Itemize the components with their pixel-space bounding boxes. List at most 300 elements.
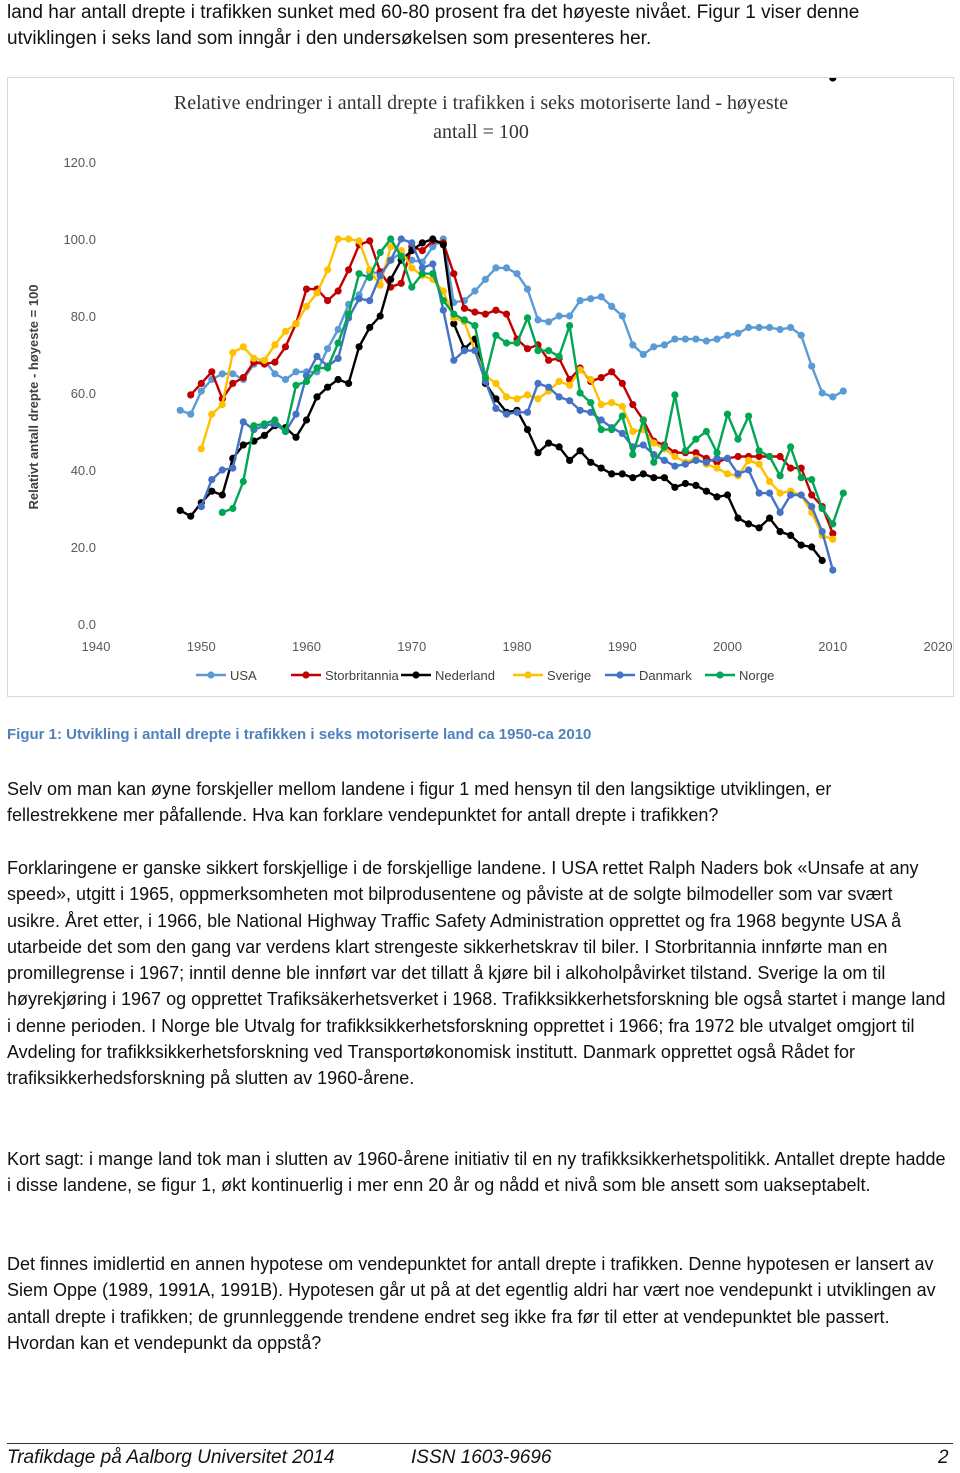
data-point — [671, 391, 678, 398]
data-point — [482, 374, 489, 381]
data-point — [724, 455, 731, 462]
data-point — [766, 453, 773, 460]
data-point — [756, 324, 763, 331]
y-axis-ticks — [63, 155, 96, 632]
data-point — [513, 409, 520, 416]
data-point — [545, 318, 552, 325]
chart-title — [174, 92, 788, 143]
data-point — [819, 505, 826, 512]
data-point — [534, 347, 541, 354]
x-tick-label: 1990 — [607, 639, 637, 654]
data-point — [787, 324, 794, 331]
data-point — [387, 257, 394, 264]
data-point — [461, 347, 468, 354]
legend-swatch-marker — [616, 671, 623, 678]
data-point — [556, 393, 563, 400]
data-point — [335, 326, 342, 333]
data-point — [292, 320, 299, 327]
data-point — [524, 286, 531, 293]
data-point — [524, 391, 531, 398]
legend-swatch-marker — [716, 671, 723, 678]
line-chart — [8, 78, 953, 696]
x-tick-label: 2000 — [713, 639, 742, 654]
x-tick-label: 1950 — [186, 639, 216, 654]
data-point — [503, 393, 510, 400]
data-point — [198, 445, 205, 452]
data-point — [808, 476, 815, 483]
data-point — [492, 380, 499, 387]
chart-title-line: Relative endringer i antall drepte i trafikken i seks motoriserte land - høyeste — [173, 92, 789, 114]
data-point — [798, 474, 805, 481]
data-point — [250, 422, 257, 429]
data-point — [177, 407, 184, 414]
data-point — [766, 515, 773, 522]
data-point — [640, 416, 647, 423]
legend-label: Nederland — [435, 668, 495, 683]
data-point — [819, 528, 826, 535]
data-point — [787, 491, 794, 498]
data-point — [587, 459, 594, 466]
data-point — [471, 309, 478, 316]
data-point — [324, 297, 331, 304]
data-point — [503, 264, 510, 271]
data-point — [598, 293, 605, 300]
data-point — [503, 411, 510, 418]
x-tick-label: 2010 — [818, 639, 848, 654]
data-point — [598, 374, 605, 381]
data-point — [229, 465, 236, 472]
data-point — [777, 528, 784, 535]
series-line — [191, 241, 833, 534]
data-point — [324, 345, 331, 352]
data-point — [566, 397, 573, 404]
data-point — [377, 272, 384, 279]
data-point — [419, 270, 426, 277]
data-point — [566, 322, 573, 329]
x-tick-label: 1980 — [502, 639, 532, 654]
data-point — [282, 328, 289, 335]
data-point — [587, 399, 594, 406]
figure-caption: Figur 1: Utvikling i antall drepte i trafikken i seks motoriserte land ca 1950-ca 2010 — [7, 726, 592, 743]
data-point — [577, 389, 584, 396]
data-point — [303, 416, 310, 423]
data-point — [671, 336, 678, 343]
footer-rule — [7, 1443, 953, 1444]
data-point — [408, 264, 415, 271]
data-point — [619, 403, 626, 410]
data-point — [745, 466, 752, 473]
data-point — [745, 457, 752, 464]
data-point — [534, 316, 541, 323]
data-point — [724, 470, 731, 477]
data-point — [292, 411, 299, 418]
chart-figure — [7, 77, 954, 697]
x-tick-label: 2020 — [923, 639, 953, 654]
data-point — [292, 368, 299, 375]
data-point — [313, 364, 320, 371]
data-point — [777, 472, 784, 479]
series-sverige — [198, 235, 837, 543]
data-point — [471, 287, 478, 294]
legend-item — [605, 668, 692, 683]
data-point — [703, 428, 710, 435]
data-point — [471, 347, 478, 354]
data-point — [766, 324, 773, 331]
data-point — [587, 295, 594, 302]
data-point — [261, 357, 268, 364]
data-point — [787, 465, 794, 472]
legend-label: Norge — [739, 668, 775, 683]
data-point — [208, 411, 215, 418]
data-point — [566, 312, 573, 319]
legend-swatch-marker — [207, 671, 214, 678]
data-point — [534, 395, 541, 402]
data-point — [629, 341, 636, 348]
data-point — [608, 303, 615, 310]
data-point — [598, 401, 605, 408]
data-point — [503, 311, 510, 318]
data-point — [713, 493, 720, 500]
data-point — [324, 364, 331, 371]
data-point — [808, 543, 815, 550]
data-point — [261, 420, 268, 427]
data-point — [335, 235, 342, 242]
data-point — [598, 465, 605, 472]
data-point — [734, 515, 741, 522]
body-paragraph-4: Det finnes imidlertid en annen hypotese om vendepunktet for antall drepte i trafikken. Denne hypotesen er lansert av Siem Oppe (1989, 1991A, 1991B). Hypotesen går ut på at det egentlig aldri har vært noe vendepunkt i utviklingen av antall drepte i trafikken; de grunnleggende trendene endret seg ikke fra før til etter at vendepunktet ble passert. Hvordan kan et vendepunkt da oppstå? — [7, 1254, 936, 1353]
data-point — [303, 286, 310, 293]
data-point — [829, 536, 836, 543]
data-point — [692, 482, 699, 489]
data-point — [240, 441, 247, 448]
series-danmark — [198, 235, 837, 573]
data-point — [724, 411, 731, 418]
data-point — [240, 418, 247, 425]
data-point — [734, 330, 741, 337]
data-point — [577, 407, 584, 414]
data-point — [345, 311, 352, 318]
data-point — [513, 395, 520, 402]
data-point — [840, 388, 847, 395]
legend-label: Danmark — [639, 668, 692, 683]
data-point — [766, 478, 773, 485]
body-paragraph-3: Kort sagt: i mange land tok man i slutten av 1960-årene initiativ til en ny trafikksikkerhetspolitikk. Antallet drepte hadde i disse landene, se figur 1, økt kontinuerlig i mer enn 20 år og nådd et nivå som ble ansett som uakseptabelt. — [7, 1149, 946, 1196]
data-point — [619, 470, 626, 477]
data-point — [819, 389, 826, 396]
data-point — [440, 241, 447, 248]
legend-item — [291, 668, 399, 683]
data-point — [408, 284, 415, 291]
data-point — [271, 359, 278, 366]
data-point — [324, 266, 331, 273]
data-point — [829, 520, 836, 527]
chart-legend — [196, 668, 774, 683]
y-tick-label: 20.0 — [70, 540, 96, 555]
data-point — [545, 347, 552, 354]
data-point — [345, 235, 352, 242]
data-point — [703, 488, 710, 495]
data-point — [324, 384, 331, 391]
data-point — [650, 440, 657, 447]
legend-item — [513, 668, 591, 683]
data-point — [240, 343, 247, 350]
data-point — [356, 295, 363, 302]
data-point — [240, 478, 247, 485]
data-point — [671, 453, 678, 460]
data-point — [766, 490, 773, 497]
data-point — [682, 461, 689, 468]
data-point — [187, 411, 194, 418]
data-point — [271, 341, 278, 348]
data-point — [229, 380, 236, 387]
data-point — [219, 466, 226, 473]
data-point — [777, 326, 784, 333]
data-point — [798, 542, 805, 549]
data-point — [671, 463, 678, 470]
series-line — [222, 239, 843, 524]
data-point — [366, 274, 373, 281]
data-point — [313, 353, 320, 360]
data-point — [682, 480, 689, 487]
data-point — [713, 449, 720, 456]
legend-item — [705, 668, 774, 683]
data-point — [419, 239, 426, 246]
data-point — [335, 339, 342, 346]
data-point — [503, 339, 510, 346]
data-point — [440, 297, 447, 304]
data-point — [629, 451, 636, 458]
data-point — [756, 490, 763, 497]
data-point — [682, 447, 689, 454]
data-point — [619, 380, 626, 387]
data-point — [271, 416, 278, 423]
data-point — [745, 413, 752, 420]
data-point — [661, 474, 668, 481]
data-point — [598, 426, 605, 433]
legend-swatch-marker — [302, 671, 309, 678]
data-point — [724, 332, 731, 339]
series-storbritannia — [187, 237, 836, 537]
data-point — [282, 376, 289, 383]
footer-page-number: 2 — [938, 1447, 949, 1468]
data-point — [682, 336, 689, 343]
data-point — [640, 441, 647, 448]
legend-label: USA — [230, 668, 257, 683]
data-point — [608, 470, 615, 477]
data-point — [756, 524, 763, 531]
data-point — [608, 426, 615, 433]
data-point — [345, 266, 352, 273]
data-point — [513, 339, 520, 346]
data-point — [692, 336, 699, 343]
data-point — [229, 505, 236, 512]
data-point — [377, 312, 384, 319]
data-point — [619, 413, 626, 420]
data-point — [356, 343, 363, 350]
data-point — [335, 376, 342, 383]
data-point — [366, 297, 373, 304]
data-point — [566, 457, 573, 464]
data-point — [219, 491, 226, 498]
footer-issn: ISSN 1603-9696 — [411, 1447, 552, 1468]
intro-paragraph: land har antall drepte i trafikken sunket med 60-80 prosent fra det høyeste nivået. Figur 1 viser denne utviklingen i seks land som inngår i den undersøkelsen som presenteres her. — [7, 2, 860, 49]
series-line — [180, 239, 822, 561]
data-point — [398, 280, 405, 287]
data-point — [661, 457, 668, 464]
data-point — [534, 449, 541, 456]
data-point — [829, 393, 836, 400]
data-point — [345, 380, 352, 387]
data-point — [777, 509, 784, 516]
data-point — [671, 484, 678, 491]
data-point — [734, 436, 741, 443]
legend-item — [196, 668, 257, 683]
data-point — [250, 355, 257, 362]
data-point — [450, 270, 457, 277]
data-point — [377, 249, 384, 256]
data-point — [387, 235, 394, 242]
data-point — [271, 370, 278, 377]
data-point — [777, 453, 784, 460]
y-axis-label: Relativt antall drepte - høyeste = 100 — [26, 284, 41, 510]
data-point — [524, 314, 531, 321]
legend-label: Sverige — [547, 668, 592, 683]
data-point — [303, 303, 310, 310]
data-point — [629, 401, 636, 408]
data-point — [229, 370, 236, 377]
data-point — [492, 264, 499, 271]
y-tick-label: 40.0 — [70, 463, 96, 478]
data-point — [219, 401, 226, 408]
data-point — [240, 374, 247, 381]
data-point — [187, 391, 194, 398]
data-point — [419, 247, 426, 254]
data-point — [313, 289, 320, 296]
data-point — [734, 470, 741, 477]
data-point — [724, 491, 731, 498]
data-point — [366, 237, 373, 244]
data-point — [356, 270, 363, 277]
legend-label: Storbritannia — [325, 668, 399, 683]
data-point — [661, 443, 668, 450]
data-point — [650, 343, 657, 350]
data-point — [629, 428, 636, 435]
data-point — [587, 376, 594, 383]
data-point — [366, 324, 373, 331]
data-point — [577, 447, 584, 454]
data-point — [471, 322, 478, 329]
data-point — [356, 237, 363, 244]
data-point — [745, 520, 752, 527]
data-point — [566, 382, 573, 389]
data-point — [556, 353, 563, 360]
data-point — [492, 307, 499, 314]
body-paragraph-1: Selv om man kan øyne forskjeller mellom landene i figur 1 med hensyn til den langsiktige utviklingen, er fellestrekkene mer påfallende. Hva kan forklare vendepunktet for antall drepte i trafikken? — [7, 779, 832, 826]
series-norge — [219, 235, 847, 527]
footer-conference: Trafikdage på Aalborg Universitet 2014 — [7, 1447, 335, 1468]
data-point — [313, 393, 320, 400]
data-point — [208, 476, 215, 483]
data-point — [524, 426, 531, 433]
data-point — [556, 378, 563, 385]
y-tick-label: 60.0 — [70, 386, 96, 401]
data-point — [619, 430, 626, 437]
data-point — [292, 434, 299, 441]
data-point — [577, 297, 584, 304]
data-point — [429, 270, 436, 277]
chart-title-line: antall = 100 — [433, 121, 529, 143]
legend-swatch-marker — [524, 671, 531, 678]
series-nederland — [177, 78, 837, 564]
data-point — [429, 260, 436, 267]
data-point — [398, 253, 405, 260]
data-point — [819, 557, 826, 564]
legend-item — [401, 668, 495, 683]
data-point — [208, 368, 215, 375]
data-point — [808, 491, 815, 498]
data-point — [787, 443, 794, 450]
data-point — [556, 312, 563, 319]
data-point — [840, 490, 847, 497]
data-point — [219, 370, 226, 377]
data-point — [756, 461, 763, 468]
x-tick-label: 1970 — [397, 639, 427, 654]
data-point — [608, 368, 615, 375]
data-point — [556, 443, 563, 450]
data-point — [745, 324, 752, 331]
x-tick-label: 1960 — [292, 639, 321, 654]
data-point — [798, 332, 805, 339]
data-point — [808, 503, 815, 510]
data-point — [461, 316, 468, 323]
data-point — [429, 235, 436, 242]
data-point — [640, 351, 647, 358]
data-point — [703, 337, 710, 344]
data-point — [387, 276, 394, 283]
x-axis-ticks — [82, 639, 953, 654]
y-tick-label: 100.0 — [63, 232, 96, 247]
data-point — [756, 447, 763, 454]
chart-series — [177, 78, 847, 574]
data-point — [219, 509, 226, 516]
data-point — [524, 345, 531, 352]
data-point — [798, 491, 805, 498]
data-point — [303, 378, 310, 385]
data-point — [692, 457, 699, 464]
data-point — [398, 235, 405, 242]
data-point — [608, 399, 615, 406]
data-point — [282, 428, 289, 435]
data-point — [198, 503, 205, 510]
data-point — [461, 305, 468, 312]
data-point — [545, 384, 552, 391]
data-point — [829, 567, 836, 574]
data-point — [524, 409, 531, 416]
data-point — [829, 78, 836, 82]
data-point — [534, 380, 541, 387]
data-point — [787, 532, 794, 539]
data-point — [513, 270, 520, 277]
data-point — [777, 490, 784, 497]
data-point — [545, 440, 552, 447]
data-point — [292, 382, 299, 389]
body-paragraph-2: Forklaringene er ganske sikkert forskjellige i de forskjellige landene. I USA rettet Ralph Naders bok «Unsafe at any speed», utgitt i 1965, oppmerksomheten mot bilprodusentene og påviste at de solgte bilmodeller som var svært usikre. Året etter, i 1966, ble National Highway Traffic Safety Administration opprettet og fra 1968 begynte USA å utarbeide det som den gang var verdens klart strengeste sikkerhetskrav til biler. I Storbritannia innførte man en promillegrense i 1967; inntil denne ble innført var det tillatt å kjøre bil i alkoholpåvirket tilstand. Sverige la om til høyrekjøring i 1967 og opprettet Trafiksäkerhetsverket i 1968. Trafikksikkerhetsforskning ble også startet i mange land i denne perioden. I Norge ble Utvalg for trafikksikkerhetsforskning opprettet i 1966; fra 1972 ble utvalget omgjort til Avdeling for trafikksikkerhetsforskning ved Transportøkonomisk institutt. Danmark opprettet også Rådet for trafiksikkerhedsforskning på slutten av 1960-årene. — [7, 858, 946, 1089]
data-point — [545, 357, 552, 364]
data-point — [198, 380, 205, 387]
data-point — [408, 239, 415, 246]
data-point — [492, 332, 499, 339]
data-point — [282, 343, 289, 350]
